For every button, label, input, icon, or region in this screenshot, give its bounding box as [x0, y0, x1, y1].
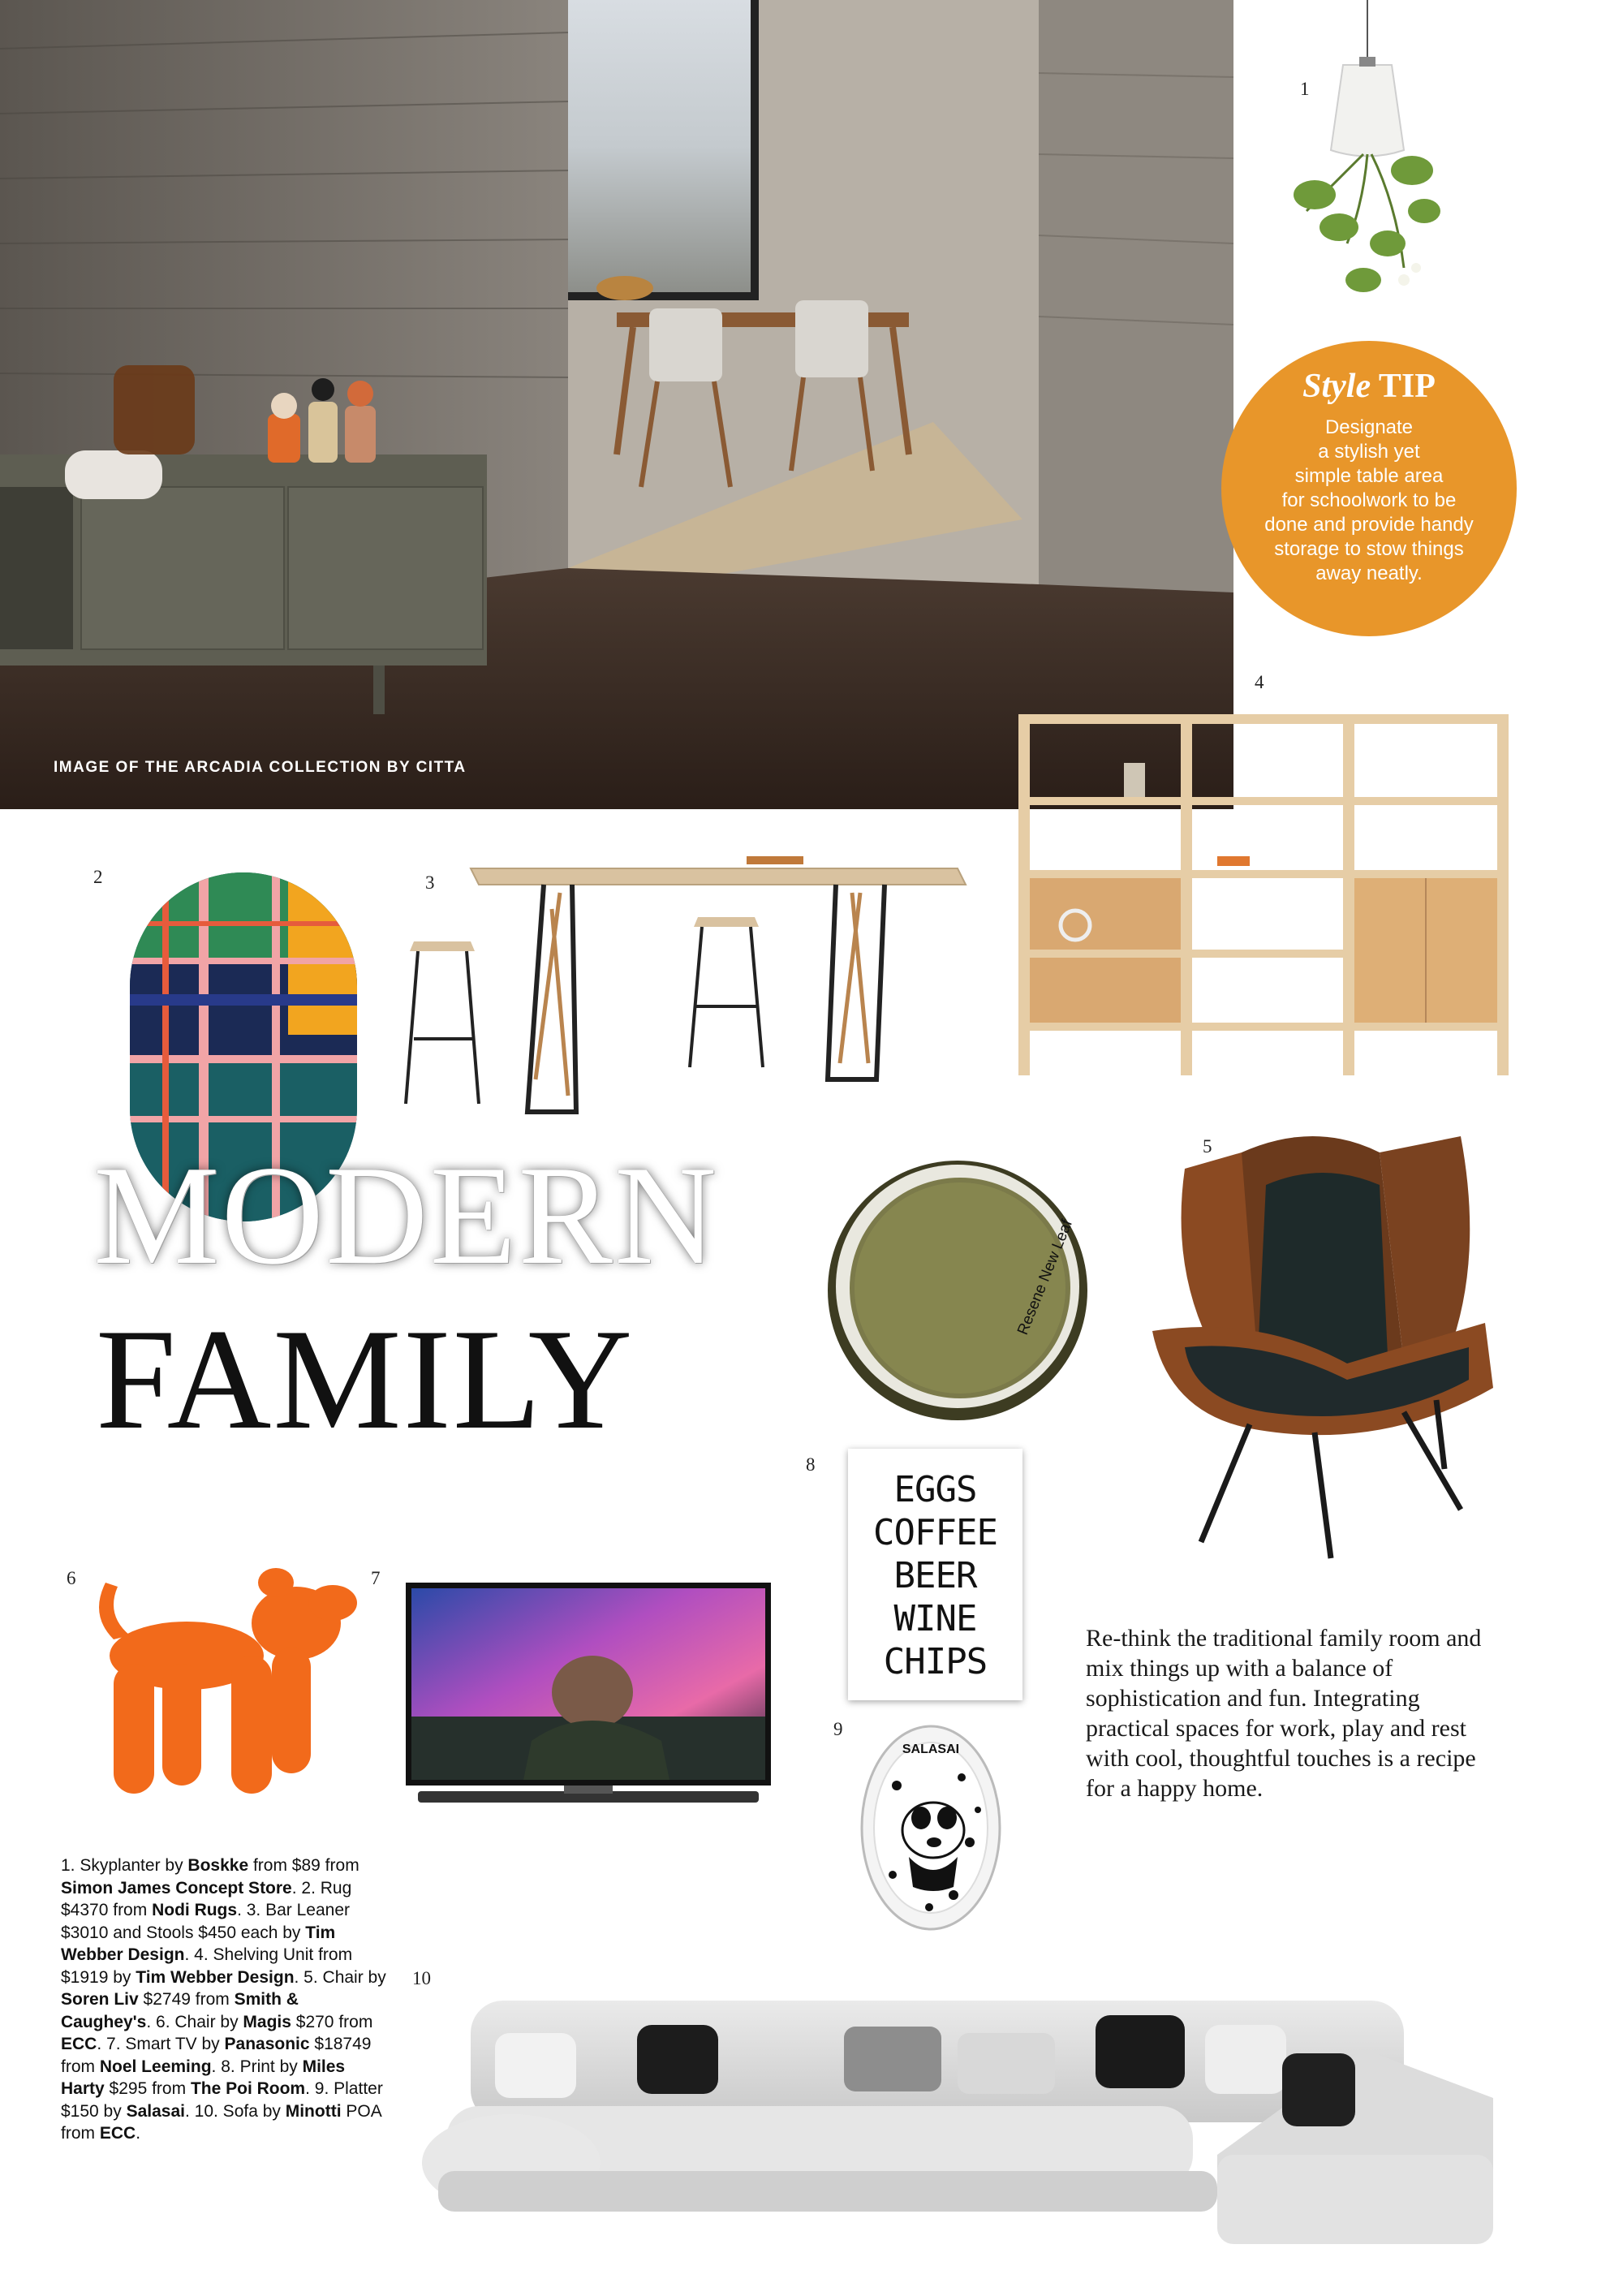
paint-swatch	[824, 1157, 1091, 1424]
platter-image	[856, 1721, 1006, 1936]
credit-brand: Panasonic	[224, 2035, 310, 2053]
credit-text: POA from	[61, 2101, 381, 2143]
credit-text: $2749 from	[138, 1990, 235, 2009]
product-number: 4	[1255, 672, 1264, 692]
print-line: CHIPS	[883, 1641, 988, 1682]
print-line: COFFEE	[873, 1512, 997, 1553]
credit-text: from $89 from	[248, 1856, 359, 1875]
style-tip-title-bold: TIP	[1378, 368, 1436, 405]
platter-brand-text: SALASAI	[902, 1742, 960, 1756]
credit-brand: Noel Leeming	[99, 2057, 212, 2076]
smart-tv-image	[402, 1579, 775, 1822]
style-tip-line: away neatly.	[1315, 562, 1423, 584]
credit-text: . 5. Chair by	[294, 1967, 386, 1987]
style-tip-line: for schoolwork to be	[1281, 489, 1457, 511]
credit-brand: ECC	[99, 2124, 136, 2143]
product-number: 9	[833, 1719, 843, 1739]
credit-brand: Smith & Caughey's	[61, 1990, 299, 2031]
paint-swatch-label: Resene New Leaf	[1014, 1217, 1077, 1338]
product-number: 3	[425, 872, 435, 893]
credit-brand: Soren Liv	[61, 1990, 139, 2009]
credit-text: $18749 from	[61, 2035, 372, 2076]
product-number: 6	[67, 1568, 76, 1588]
credit-text: . 4. Shelving Unit from $1919 by	[61, 1945, 353, 1987]
credit-brand: Boskke	[187, 1856, 249, 1875]
typography-print	[848, 1449, 1022, 1700]
credit-text: $270 from	[291, 2012, 373, 2031]
print-line: EGGS	[893, 1469, 977, 1510]
product-number: 1	[1300, 79, 1310, 99]
product-number: 5	[1203, 1136, 1212, 1157]
style-tip-line: a stylish yet	[1318, 441, 1420, 463]
credit-brand: Minotti	[285, 2101, 342, 2121]
print-line: WINE	[893, 1598, 977, 1639]
credit-brand: Tim Webber Design	[136, 1967, 295, 1987]
credit-text: . 9. Platter $150 by	[61, 2079, 383, 2121]
credit-brand: Miles Harty	[61, 2057, 346, 2098]
product-credits	[61, 1854, 390, 2145]
headline-family: FAMILY	[96, 1299, 635, 1459]
credit-text: . 6. Chair by	[146, 2012, 243, 2031]
product-number: 8	[806, 1454, 816, 1475]
product-number: 7	[371, 1568, 381, 1588]
product-number: 2	[93, 867, 103, 887]
style-tip-line: Designate	[1324, 416, 1414, 438]
credit-text: 1. Skyplanter by	[61, 1856, 188, 1875]
hero-photo	[0, 0, 1233, 809]
puppy-chair-image	[89, 1566, 365, 1802]
credit-brand: Salasai	[126, 2101, 185, 2121]
style-tip-line: simple table area	[1294, 465, 1444, 487]
credit-text: . 2. Rug $4370 from	[61, 1878, 352, 1919]
style-tip-title	[1221, 367, 1517, 406]
credit-text: . 10. Sofa by	[184, 2101, 286, 2121]
credit-brand: The Poi Room	[190, 2079, 306, 2098]
credit-text: .	[136, 2124, 141, 2143]
sofa-image	[406, 1952, 1526, 2264]
hero-caption: IMAGE OF THE ARCADIA COLLECTION BY CITTA	[54, 759, 467, 776]
skyplanter-image	[1282, 0, 1453, 325]
style-tip-badge	[1221, 341, 1517, 636]
lounge-chair-image	[1136, 1120, 1509, 1574]
intro-paragraph: Re-think the traditional family room and mix things up with a balance of sophistication and fun. Integrating practical spaces for work, play and rest with cool, thoughtful touches is a recipe for a happy home.	[1086, 1625, 1482, 1802]
print-line: BEER	[893, 1555, 977, 1596]
bar-leaner-image	[398, 844, 974, 1120]
product-number: 10	[412, 1968, 431, 1988]
credit-brand: Tim Webber Design	[61, 1923, 336, 1964]
credit-brand: Simon James Concept Store	[61, 1878, 292, 1898]
style-tip-title-italic: Style	[1302, 368, 1371, 405]
style-tip-line: storage to stow things	[1274, 538, 1464, 560]
credit-text: . 3. Bar Leaner $3010 and Stools $450 each by	[61, 1901, 350, 1942]
credit-text: . 7. Smart TV by	[97, 2035, 225, 2053]
credit-text: $295 from	[104, 2079, 191, 2098]
headline-modern: MODERN	[93, 1136, 719, 1294]
shelving-unit-image	[1010, 706, 1513, 1079]
style-tip-body	[1247, 416, 1491, 586]
credit-brand: Nodi Rugs	[152, 1901, 238, 1919]
credit-brand: Magis	[243, 2012, 291, 2031]
credit-text: . 8. Print by	[211, 2057, 303, 2076]
style-tip-line: done and provide handy	[1264, 514, 1474, 536]
credit-brand: ECC	[61, 2035, 97, 2053]
